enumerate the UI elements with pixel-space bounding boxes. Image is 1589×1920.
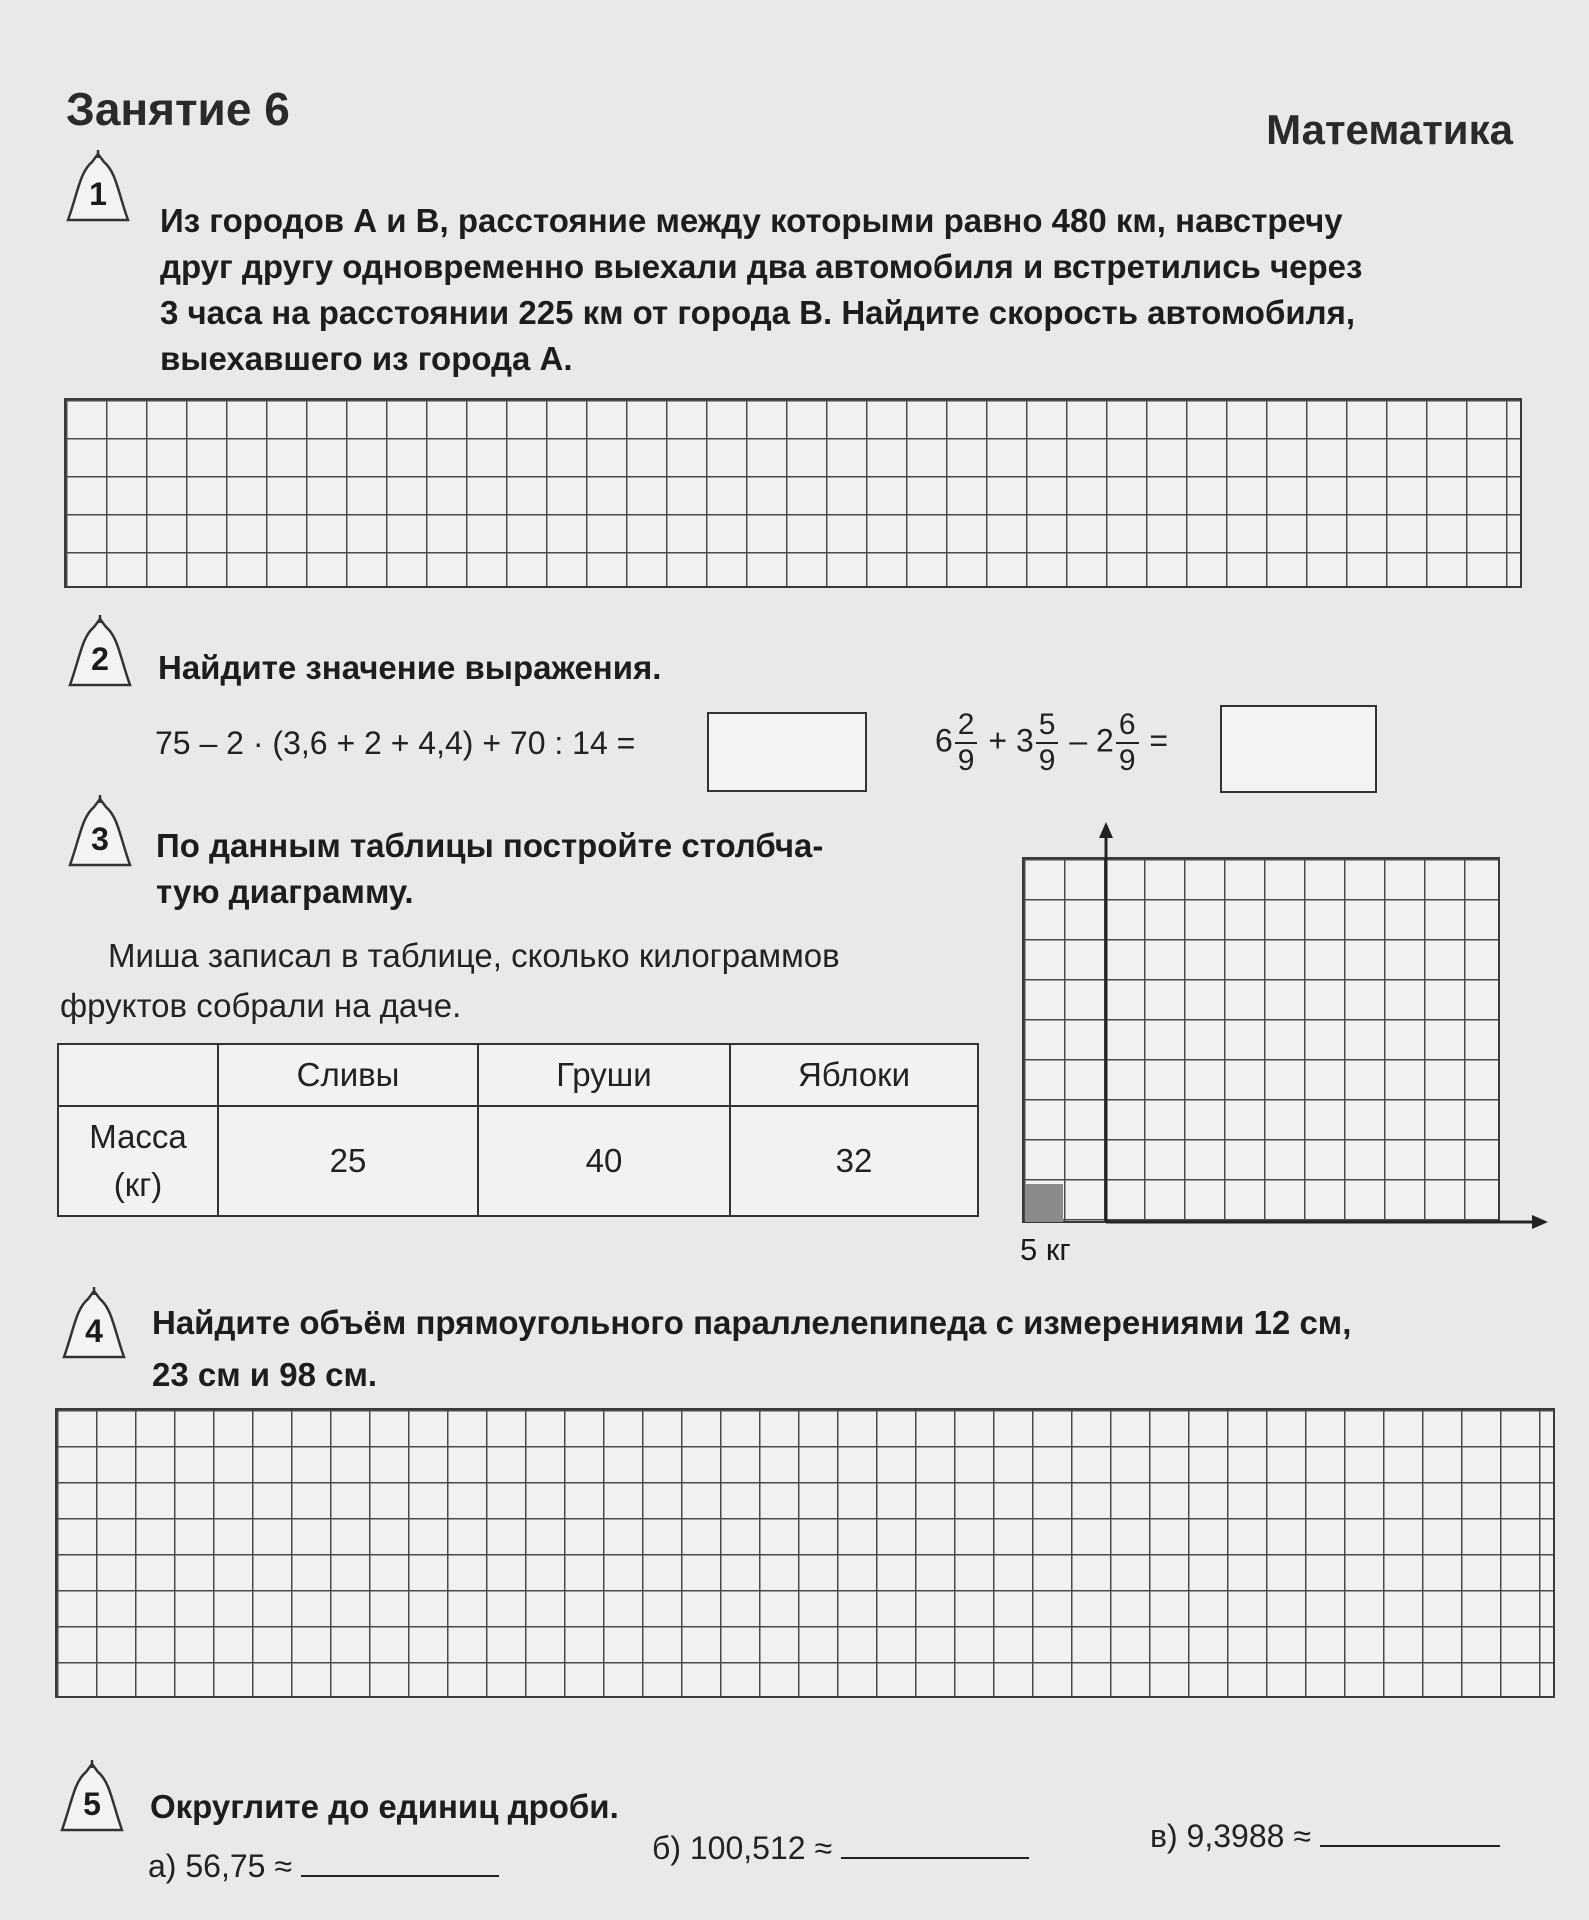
task-2-answer-box-1[interactable] [707,712,867,792]
table-value-plums: 25 [218,1106,478,1216]
task-3-text-line: фруктов собрали на даче. [60,987,462,1024]
fraction [1116,708,1139,778]
task-1-text [160,198,1362,382]
operator: – [1069,722,1088,759]
task-4-bell-icon [58,1287,130,1367]
chart-axes [1020,820,1550,1240]
fraction-denominator: 9 [957,744,975,777]
task-2-expression-2 [935,708,1168,778]
task-4-number: 4 [85,1313,103,1349]
task-1-number: 1 [89,176,107,212]
table-header-pears: Груши [478,1044,730,1106]
table-value-pears: 40 [478,1106,730,1216]
task-5-item-b [652,1830,1029,1867]
task-3-title-line: По данным таблицы постройте столбча- [156,827,824,864]
task-3-number: 3 [91,821,109,857]
lesson-title: Занятие 6 [66,83,290,135]
fraction-denominator: 9 [1038,744,1056,777]
table-corner-cell [58,1044,218,1106]
task-5-item-c [1150,1818,1500,1855]
task-3-title [156,823,823,915]
task-3-title-line: тую диаграмму. [156,873,414,910]
task-1-answer-grid[interactable] [64,398,1522,588]
y-axis-arrow-icon [1099,822,1113,838]
fraction-numerator: 6 [1116,708,1139,744]
answer-blank-b[interactable] [841,1857,1029,1859]
task-4-answer-grid[interactable] [55,1408,1555,1698]
table-row-label [58,1106,218,1216]
task-2-title: Найдите значение выражения. [158,649,662,686]
row-label-line: Масса [89,1118,187,1155]
subject-title: Математика [1266,106,1513,153]
item-label: в) 9,3988 ≈ [1150,1818,1311,1854]
task-5-number: 5 [83,1786,101,1822]
task-4-line: 23 см и 98 см. [152,1356,378,1393]
fraction [1036,708,1059,778]
task-2-answer-box-2[interactable] [1220,705,1377,793]
answer-blank-a[interactable] [301,1875,499,1877]
task-2-number: 2 [91,641,109,677]
task-5-item-a [148,1848,499,1885]
mixed-number-whole: 3 [1015,722,1034,759]
row-label-line: (кг) [113,1166,163,1203]
task-1-line: Из городов А и В, расстояние между которыми равно 480 км, навстречу [160,202,1343,239]
task-3-text-line: Миша записал в таблице, сколько килограммов [108,937,840,974]
chart-scale-label: 5 кг [1020,1232,1071,1267]
task-1-bell-icon [62,150,134,230]
task-4-line: Найдите объём прямоугольного параллелепипеда с измерениями 12 см, [152,1304,1352,1341]
task-2-bell-icon [64,615,136,695]
fraction-numerator: 2 [955,708,978,744]
task-1-line: выехавшего из города А. [160,340,573,377]
table-header-apples: Яблоки [730,1044,978,1106]
task-1-line: друг другу одновременно выехали два автомобиля и встретились через [160,248,1363,285]
task-3-bell-icon [64,795,136,875]
item-label: б) 100,512 ≈ [652,1830,832,1866]
equals-sign: = [1149,722,1169,759]
table-value-apples: 32 [730,1106,978,1216]
fraction-denominator: 9 [1118,744,1136,777]
operator: + [988,722,1008,759]
task-5-title: Округлите до единиц дроби. [150,1788,619,1825]
table-header-plums: Сливы [218,1044,478,1106]
x-axis-arrow-icon [1532,1215,1548,1229]
task-2-expression-1: 75 – 2 · (3,6 + 2 + 4,4) + 70 : 14 = [155,725,636,761]
task-4-text [152,1297,1351,1401]
mixed-number-whole: 6 [935,722,953,759]
fraction-numerator: 5 [1036,708,1059,744]
fraction [955,708,978,778]
fruit-table [57,1043,979,1217]
item-label: а) 56,75 ≈ [148,1848,292,1884]
answer-blank-c[interactable] [1320,1845,1500,1847]
task-1-line: 3 часа на расстоянии 225 км от города В. Найдите скорость автомобиля, [160,294,1356,331]
task-5-bell-icon [56,1760,128,1840]
mixed-number-whole: 2 [1096,722,1114,759]
